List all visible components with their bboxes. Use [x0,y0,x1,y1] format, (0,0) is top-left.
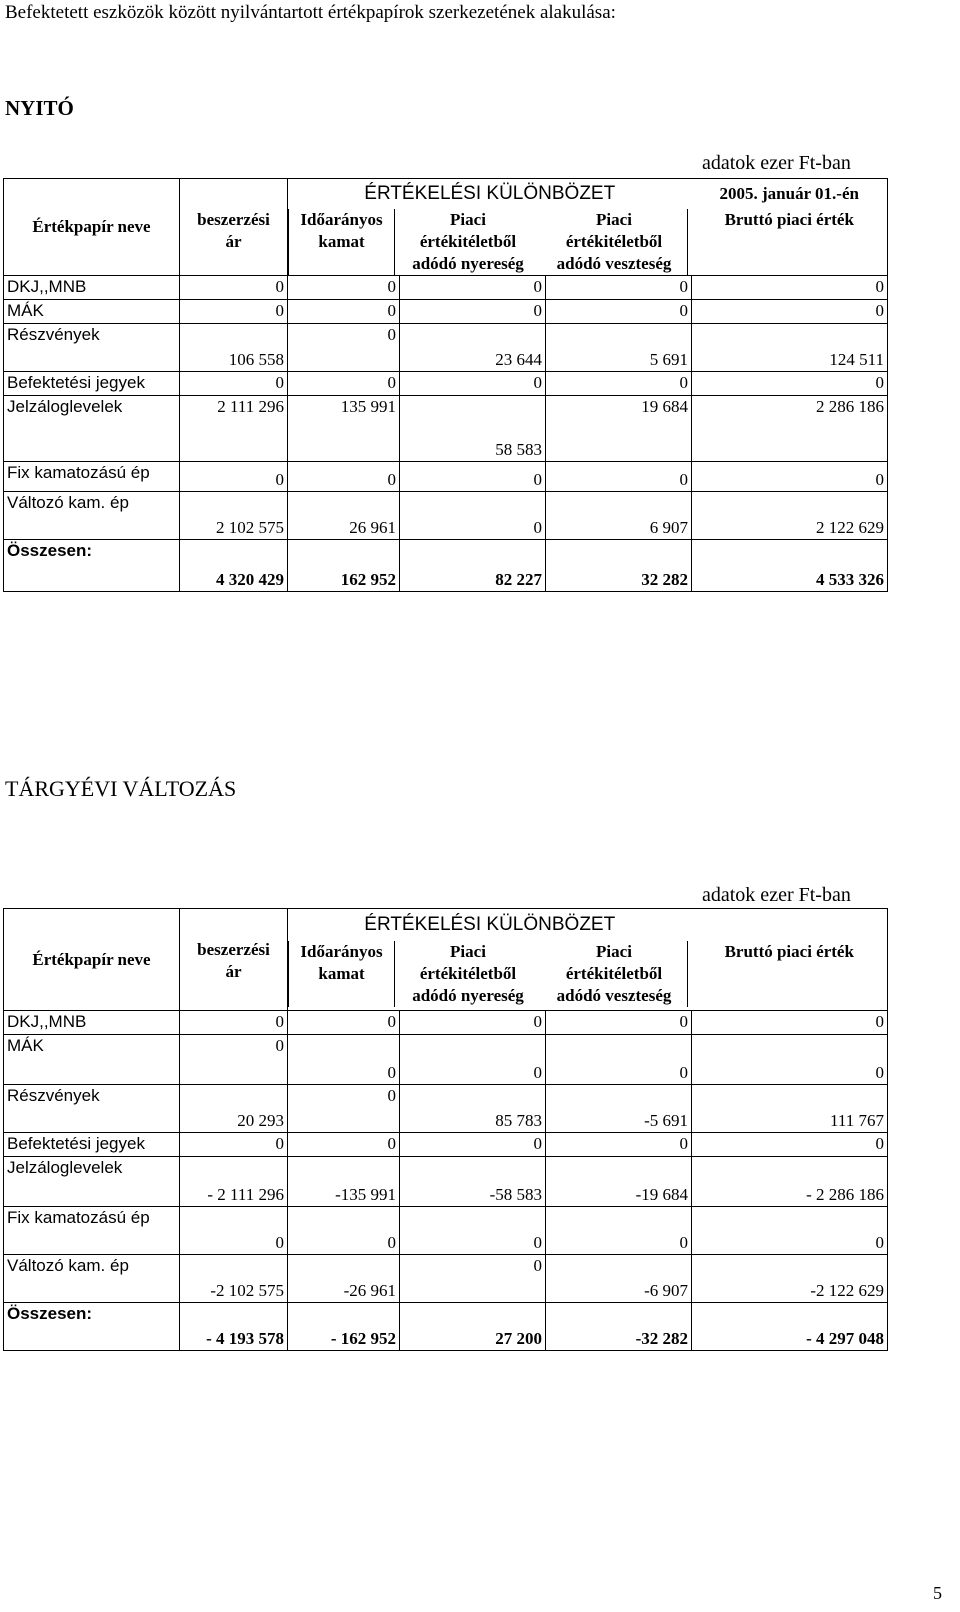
cell-gain: 0 [400,1255,546,1303]
col-header-gain-2: Piaci értékitéletből adódó nyereség [412,942,524,1005]
cell-gain: 0 [400,1133,546,1157]
cell-loss: -5 691 [546,1085,692,1133]
change-table [3,908,888,1351]
col-header-group [288,179,692,276]
cell-gross: 111 767 [692,1085,888,1133]
cell-interest: 0 [288,1207,400,1255]
cell-loss: 0 [546,1011,692,1035]
cell-gain: 85 783 [400,1085,546,1133]
cell-interest: 0 [288,372,400,396]
cell-interest: 0 [288,1035,400,1085]
col-header-group-2 [288,909,692,1011]
row-label: Befektetési jegyek [4,372,180,396]
cell-gross: 0 [692,1133,888,1157]
cell-gain: 23 644 [400,324,546,372]
section-heading-opening: NYITÓ [5,96,74,120]
cell-gross: 2 286 186 [692,396,888,462]
cell-cost: 0 [180,1207,288,1255]
cell-loss: -6 907 [546,1255,692,1303]
cell-gross: 0 [692,276,888,300]
col-header-interest: Időarányos kamat [288,209,395,275]
cell-interest: 135 991 [288,396,400,462]
cell-interest: 0 [288,1011,400,1035]
cell-interest: 0 [288,276,400,300]
table-row [4,1011,888,1035]
row-label: Összesen: [4,1303,180,1351]
row-label: MÁK [4,1035,180,1085]
cell-gross: - 4 297 048 [692,1303,888,1351]
cell-loss: 0 [546,300,692,324]
cell-gain: 0 [400,492,546,540]
cell-gain: 0 [400,1011,546,1035]
col-header-loss-2: Piaci értékitéletből adódó veszteség [541,941,688,1007]
cell-gross: 0 [692,1207,888,1255]
table-row [4,1085,888,1133]
col-header-cost: beszerzési ár [180,179,288,276]
cell-loss: 19 684 [546,396,692,462]
cell-gain: 0 [400,1035,546,1085]
cell-cost: 2 102 575 [180,492,288,540]
row-label: MÁK [4,300,180,324]
cell-cost: - 2 111 296 [180,1157,288,1207]
row-label: Befektetési jegyek [4,1133,180,1157]
col-header-name: Értékpapír neve [4,179,180,276]
cell-loss: 6 907 [546,492,692,540]
cell-gain: 0 [400,1207,546,1255]
cell-cost: 0 [180,1035,288,1085]
cell-loss: 0 [546,1207,692,1255]
row-label: Részvények [4,1085,180,1133]
cell-cost: 4 320 429 [180,540,288,592]
cell-interest: 26 961 [288,492,400,540]
row-label: Változó kam. ép [4,1255,180,1303]
total-row [4,540,888,592]
table-row [4,1133,888,1157]
cell-loss: 0 [546,462,692,492]
cell-interest: 0 [288,324,400,372]
cell-gain: -58 583 [400,1157,546,1207]
table-row [4,1157,888,1207]
cell-cost: - 4 193 578 [180,1303,288,1351]
cell-gross: 0 [692,1011,888,1035]
cell-loss: 5 691 [546,324,692,372]
opening-table [3,178,888,592]
table-row [4,492,888,540]
cell-gross: 2 122 629 [692,492,888,540]
row-label: Fix kamatozású ép [4,1207,180,1255]
table-row [4,1255,888,1303]
cell-gross: 0 [692,372,888,396]
col-header-gain: Piaci értékitéletből adódó nyereség [412,210,524,273]
table-row [4,300,888,324]
cell-gain: 0 [400,372,546,396]
cell-interest: 0 [288,300,400,324]
cell-gross: 4 533 326 [692,540,888,592]
table-row [4,396,888,462]
cell-interest: - 162 952 [288,1303,400,1351]
cell-gain: 58 583 [400,396,546,462]
cell-cost: 0 [180,300,288,324]
cell-cost: 106 558 [180,324,288,372]
total-row [4,1303,888,1351]
col-header-loss: Piaci értékitéletből adódó veszteség [541,209,688,275]
cell-cost: 0 [180,372,288,396]
section-heading-change: TÁRGYÉVI VÁLTOZÁS [5,776,237,801]
cell-gross: -2 122 629 [692,1255,888,1303]
row-label: Fix kamatozású ép [4,462,180,492]
table-row [4,1035,888,1085]
group-header: ÉRTÉKELÉSI KÜLÖNBÖZET [364,183,616,204]
col-header-gross: 2005. január 01.-én Bruttó piaci érték [692,179,888,276]
col-header-cost-2: beszerzési ár [180,909,288,1011]
cell-interest: 0 [288,1133,400,1157]
cell-loss: -32 282 [546,1303,692,1351]
group-header-2: ÉRTÉKELÉSI KÜLÖNBÖZET [364,914,616,935]
cell-loss: 0 [546,372,692,396]
cell-loss: 0 [546,1035,692,1085]
cell-gross: 0 [692,1035,888,1085]
row-label: Jelzáloglevelek [4,1157,180,1207]
table-row [4,1207,888,1255]
cell-gain: 0 [400,276,546,300]
cell-loss: 0 [546,276,692,300]
col-header-interest-2: Időarányos kamat [288,941,395,1007]
cell-interest: 0 [288,1085,400,1133]
cell-gross: 0 [692,300,888,324]
cell-cost: 2 111 296 [180,396,288,462]
row-label: DKJ,,MNB [4,276,180,300]
col-header-gross-2: Bruttó piaci érték [692,909,888,1011]
cell-gross: - 2 286 186 [692,1157,888,1207]
cell-gross: 124 511 [692,324,888,372]
unit-note-change: adatok ezer Ft-ban [702,884,851,906]
row-label: Jelzáloglevelek [4,396,180,462]
col-header-name-2: Értékpapír neve [4,909,180,1011]
page-number: 5 [933,1583,942,1603]
row-label: DKJ,,MNB [4,1011,180,1035]
table-row [4,372,888,396]
cell-gain: 27 200 [400,1303,546,1351]
cell-cost: 0 [180,276,288,300]
cell-gain: 0 [400,300,546,324]
cell-interest: -135 991 [288,1157,400,1207]
unit-note-opening: adatok ezer Ft-ban [702,152,851,174]
cell-interest: 0 [288,462,400,492]
row-label: Összesen: [4,540,180,592]
table-row [4,462,888,492]
cell-loss: -19 684 [546,1157,692,1207]
cell-interest: -26 961 [288,1255,400,1303]
table-row [4,324,888,372]
cell-interest: 162 952 [288,540,400,592]
cell-cost: 20 293 [180,1085,288,1133]
cell-cost: 0 [180,1133,288,1157]
row-label: Részvények [4,324,180,372]
date-header: 2005. január 01.-én [719,184,859,203]
cell-gain: 82 227 [400,540,546,592]
cell-cost: -2 102 575 [180,1255,288,1303]
cell-loss: 32 282 [546,540,692,592]
row-label: Változó kam. ép [4,492,180,540]
cell-gross: 0 [692,462,888,492]
cell-gain: 0 [400,462,546,492]
cell-cost: 0 [180,1011,288,1035]
cell-loss: 0 [546,1133,692,1157]
table-row [4,276,888,300]
cell-cost: 0 [180,462,288,492]
document-title: Befektetett eszközök között nyilvántartott értékpapírok szerkezetének alakulása: [5,2,616,23]
